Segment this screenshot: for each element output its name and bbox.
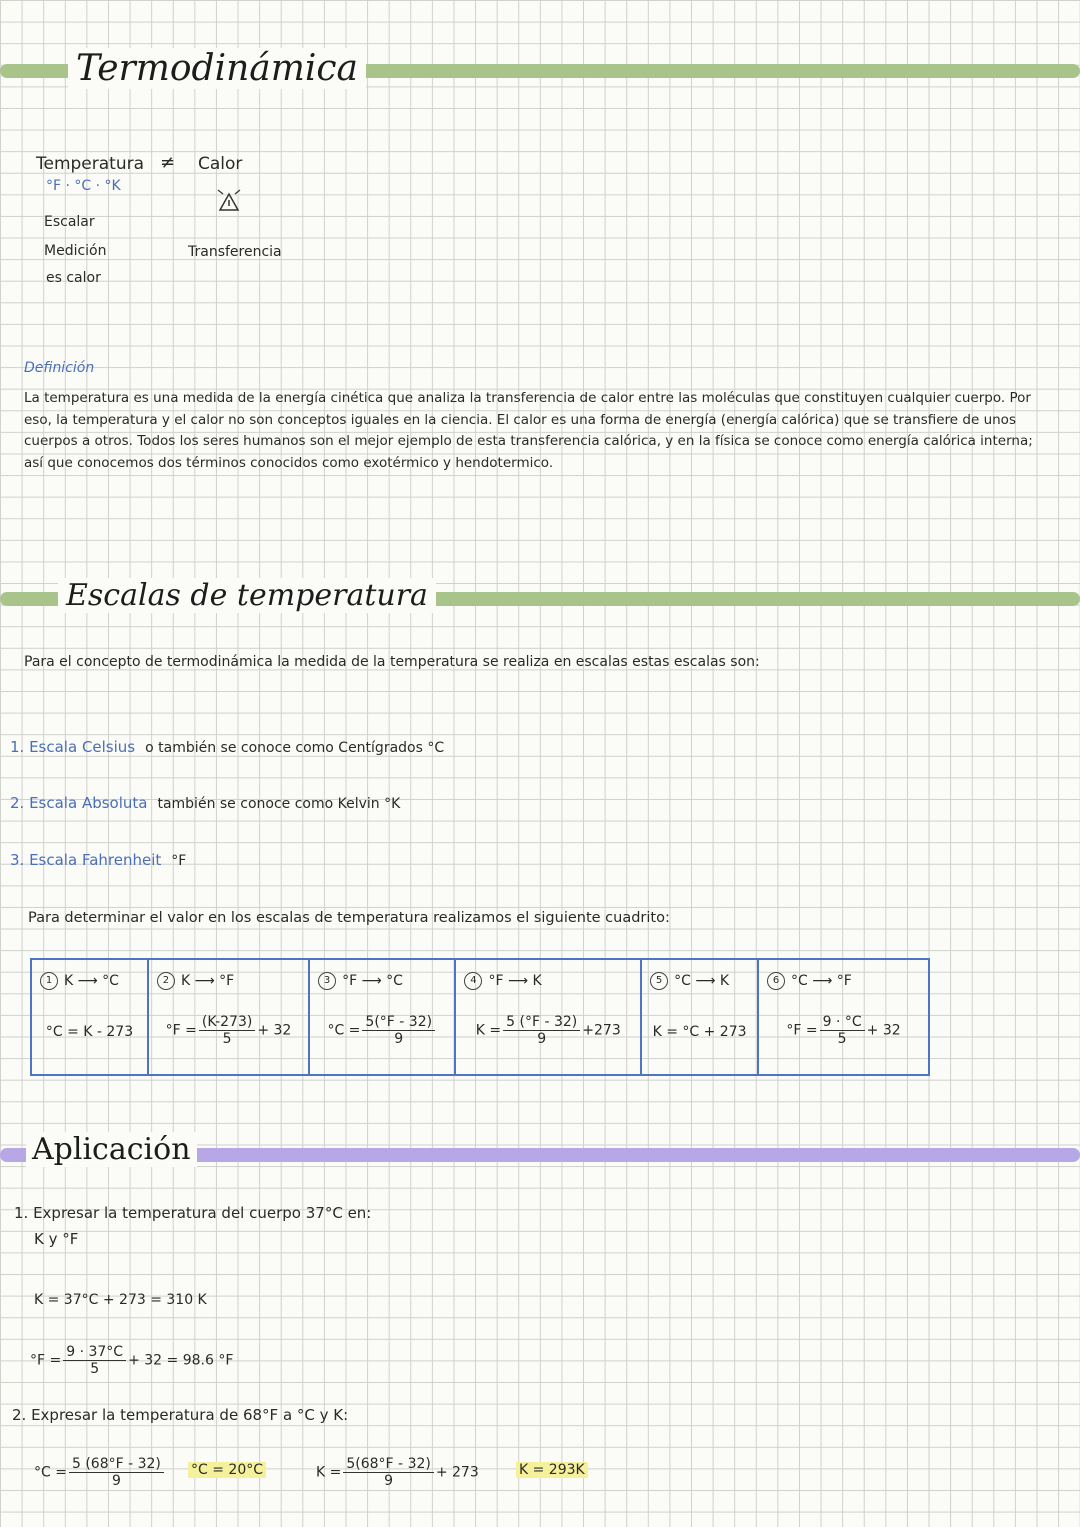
scale-detail: °F	[171, 853, 187, 869]
cell-number: 3	[318, 972, 336, 990]
cell-formula: K = °C + 273	[652, 1024, 747, 1040]
cell-heading: °C ⟶ K	[674, 973, 730, 989]
formula-rhs: + 32	[866, 1022, 901, 1039]
formula-lhs: K =	[316, 1464, 342, 1481]
formula-lhs: °F =	[30, 1352, 62, 1369]
compare-prop-es-calor: es calor	[46, 270, 101, 286]
cell-heading: °F ⟶ K	[488, 973, 542, 989]
formula-denominator: 9	[111, 1473, 121, 1489]
formula-numerator: 9 · °C	[820, 1014, 865, 1031]
formula-rhs: + 273	[435, 1464, 479, 1481]
cell-heading: °C ⟶ °F	[791, 973, 852, 989]
conversion-cell-6	[758, 959, 929, 1075]
formula-denominator: 9	[394, 1031, 404, 1047]
compare-transferencia: Transferencia	[188, 244, 282, 260]
example-1-question: 1. Expresar la temperatura del cuerpo 37°C en:	[14, 1204, 372, 1222]
cell-heading: K ⟶ °C	[64, 973, 119, 989]
scale-detail: o también se conoce como Centígrados °C	[145, 740, 445, 756]
scale-detail: también se conoce como Kelvin °K	[157, 796, 401, 812]
cell-number: 1	[40, 972, 58, 990]
formula-lhs: °C =	[34, 1464, 67, 1481]
formula-lhs: °F =	[786, 1022, 818, 1039]
formula-numerator: 5(°F - 32)	[362, 1014, 435, 1031]
formula-denominator: 5	[837, 1031, 847, 1047]
formula-numerator: 9 · 37°C	[63, 1344, 126, 1361]
table-intro: Para determinar el valor en los escalas de temperatura realizamos el siguiente cuadrito:	[28, 910, 670, 926]
cell-number: 2	[157, 972, 175, 990]
formula-rhs: + 32 = 98.6 °F	[128, 1352, 234, 1369]
conversion-cell-5	[641, 959, 758, 1075]
scale-item-fahrenheit	[10, 851, 186, 869]
scale-label: 1. Escala Celsius	[10, 738, 136, 756]
example-1-step-2	[30, 1344, 233, 1377]
formula-rhs: + 32	[257, 1022, 292, 1039]
page-title: Termodinámica	[68, 48, 366, 89]
compare-calor: Calor	[198, 154, 243, 174]
conversion-cell-4	[455, 959, 641, 1075]
example-2-kelvin-formula	[316, 1456, 479, 1489]
cell-number: 6	[767, 972, 785, 990]
compare-prop-medicion: Medición	[44, 243, 107, 259]
scale-label: 3. Escala Fahrenheit	[10, 851, 162, 869]
compare-neq: ≠	[160, 152, 176, 173]
compare-units: °F · °C · °K	[46, 178, 121, 194]
escalas-title: Escalas de temperatura	[58, 578, 436, 613]
formula-numerator: 5 (68°F - 32)	[69, 1456, 164, 1473]
example-2-celsius-result: °C = 20°C	[188, 1462, 266, 1478]
cell-heading: °F ⟶ °C	[342, 973, 403, 989]
example-1-targets: K y °F	[34, 1230, 79, 1248]
formula-numerator: (K-273)	[199, 1014, 255, 1031]
escalas-intro: Para el concepto de termodinámica la medida de la temperatura se realiza en escalas estas escalas son:	[24, 654, 760, 670]
scale-item-celsius	[10, 738, 444, 756]
compare-prop-escalar: Escalar	[44, 214, 95, 230]
formula-denominator: 9	[537, 1031, 547, 1047]
formula-lhs: °F =	[165, 1022, 197, 1039]
scale-label: 2. Escala Absoluta	[10, 794, 148, 812]
cell-number: 5	[650, 972, 668, 990]
conversion-cell-2	[148, 959, 309, 1075]
heat-transfer-icon	[214, 188, 244, 218]
example-2-kelvin-result: K = 293K	[516, 1462, 588, 1478]
formula-lhs: K =	[475, 1022, 502, 1039]
definition-title: Definición	[24, 360, 95, 376]
scale-item-absoluta	[10, 794, 400, 812]
formula-rhs: +273	[582, 1022, 621, 1039]
cell-heading: K ⟶ °F	[180, 973, 235, 989]
conversion-table	[30, 958, 930, 1076]
formula-denominator: 5	[90, 1361, 100, 1377]
formula-numerator: 5(68°F - 32)	[343, 1456, 433, 1473]
conversion-cell-3	[309, 959, 455, 1075]
cell-number: 4	[464, 972, 482, 990]
formula-numerator: 5 (°F - 32)	[503, 1014, 580, 1031]
compare-temperatura: Temperatura	[36, 154, 145, 174]
example-2-celsius-formula	[34, 1456, 166, 1489]
cell-formula: °C = K - 273	[45, 1024, 134, 1040]
formula-denominator: 9	[384, 1473, 394, 1489]
conversion-cell-1	[31, 959, 148, 1075]
example-2-question: 2. Expresar la temperatura de 68°F a °C y K:	[12, 1406, 349, 1424]
definition-text: La temperatura es una medida de la energía cinética que analiza la transferencia de calor entre las moléculas que constituyen cualquier cuerpo. Por eso, la temperatura y el calor no son conceptos iguales en la ciencia. El calor es una forma de energía (energía calórica) que se transfiere de unos cuerpos a otros. Todos los seres humanos son el mejor ejemplo de esta transferencia calórica, y en la física se conoce como energía calórica interna; así que conocemos dos términos conocidos como exotérmico y hendotermico.	[24, 390, 1033, 471]
formula-lhs: °C =	[327, 1022, 361, 1039]
aplicacion-title: Aplicación	[26, 1132, 197, 1167]
formula-denominator: 5	[222, 1031, 232, 1047]
example-1-step-1: K = 37°C + 273 = 310 K	[34, 1292, 207, 1308]
